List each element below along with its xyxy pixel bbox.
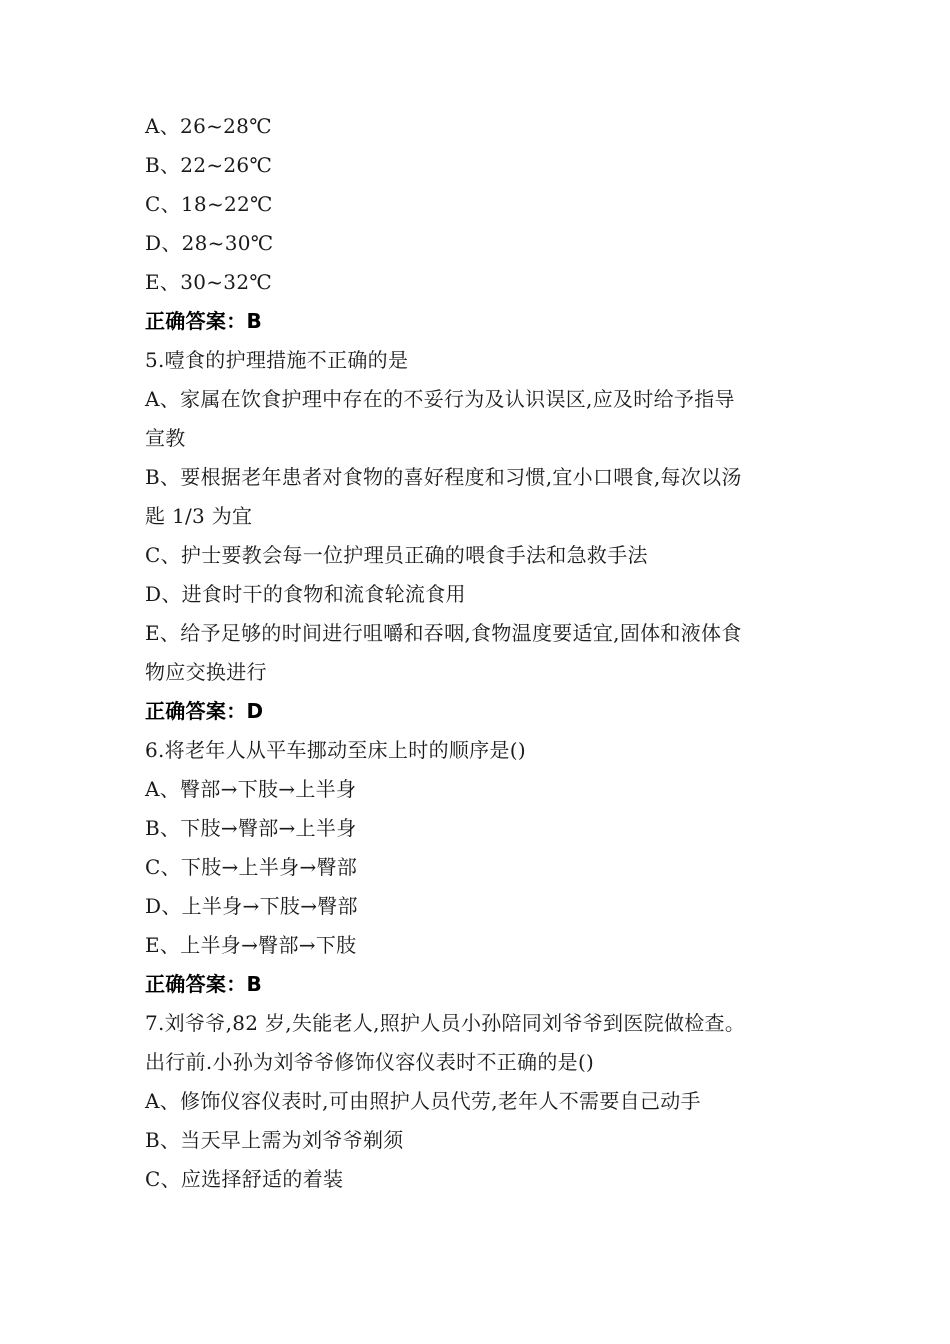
option-line: 物应交换进行 [145, 660, 267, 684]
option-line: 匙 1/3 为宜 [145, 504, 253, 528]
correct-answer: 正确答案：D [145, 699, 264, 723]
option-line: A、修饰仪容仪表时,可由照护人员代劳,老年人不需要自己动手 [145, 1089, 701, 1113]
option-line: D、28~30℃ [145, 231, 274, 255]
option-line: C、护士要教会每一位护理员正确的喂食手法和急救手法 [145, 543, 648, 567]
document-page [145, 107, 835, 1199]
option-line: B、要根据老年患者对食物的喜好程度和习惯,宜小口喂食,每次以汤 [145, 465, 742, 489]
option-line: C、18~22℃ [145, 192, 273, 216]
question-line: 7.刘爷爷,82 岁,失能老人,照护人员小孙陪同刘爷爷到医院做检查。 [145, 1011, 746, 1035]
option-line: B、当天早上需为刘爷爷剃须 [145, 1128, 404, 1152]
option-line: D、进食时干的食物和流食轮流食用 [145, 582, 466, 606]
option-line: A、26~28℃ [145, 114, 272, 138]
question-line: 5.噎食的护理措施不正确的是 [145, 348, 409, 372]
question-line: 出行前.小孙为刘爷爷修饰仪容仪表时不正确的是() [145, 1050, 595, 1074]
option-line: C、下肢→上半身→臀部 [145, 855, 358, 879]
option-line: E、30~32℃ [145, 270, 273, 294]
option-line: 宣教 [145, 426, 186, 450]
correct-answer: 正确答案：B [145, 972, 263, 996]
option-line: A、家属在饮食护理中存在的不妥行为及认识误区,应及时给予指导 [145, 387, 735, 411]
option-line: A、臀部→下肢→上半身 [145, 777, 357, 801]
option-line: E、给予足够的时间进行咀嚼和吞咽,食物温度要适宜,固体和液体食 [145, 621, 742, 645]
option-line: B、22~26℃ [145, 153, 273, 177]
question-line: 6.将老年人从平车挪动至床上时的顺序是() [145, 738, 526, 762]
option-line: C、应选择舒适的着装 [145, 1167, 344, 1191]
option-line: D、上半身→下肢→臀部 [145, 894, 358, 918]
correct-answer: 正确答案：B [145, 309, 263, 333]
option-line: E、上半身→臀部→下肢 [145, 933, 357, 957]
option-line: B、下肢→臀部→上半身 [145, 816, 357, 840]
